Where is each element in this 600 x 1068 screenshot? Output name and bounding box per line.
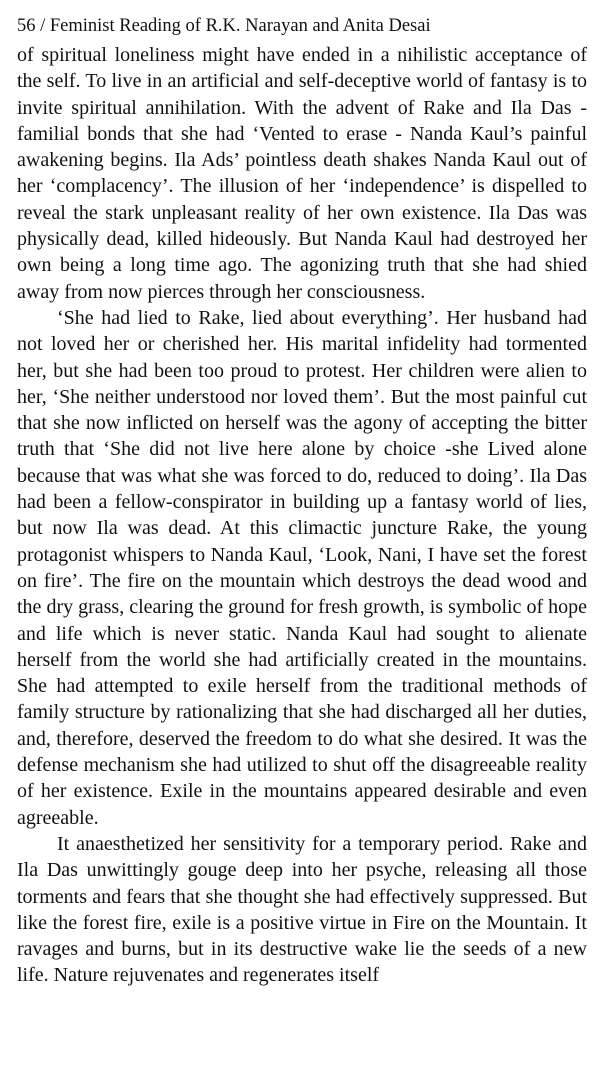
paragraph-2: ‘She had lied to Rake, lied about everything’. Her husband had not loved her or cherished her. His marital infidelity had tormented her, but she had been too proud to protest. Her children were alien to her, ‘She neither understood nor loved them’. But the most painful cut that she now inflicted on herself was the agony of accepting the bitter truth that ‘She did not live here alone by choice -she Lived alone because that was what she was forced to do, reduced to doing’. Ila Das had been a fellow-conspirator in building up a fantasy world of lies, but now Ila was dead. At this climactic juncture Rake, the young protagonist whispers to Nanda Kaul, ‘Look, Nani, I have set the forest on fire’. The fire on the mountain which destroys the dead wood and the dry grass, clearing the ground for fresh growth, is symbolic of hope and life which is never static. Nanda Kaul had sought to alienate herself from the world she had artificially created in the mountains. She had attempted to exile herself from the traditional methods of family structure by rationalizing that she had discharged all her duties, and, therefore, deserved the freedom to do what she desired. It was the defense mechanism she had utilized to shut off the disagreeable reality of her existence. Exile in the mountains appeared desirable and even agreeable. [17, 306, 587, 829]
paragraph-3: It anaesthetized her sensitivity for a temporary period. Rake and Ila Das unwittingly gouge deep into her psyche, releasing all those torments and fears that she thought she had effectively suppressed. But like the forest fire, exile is a positive virtue in Fire on the Mountain. It ravages and burns, but in its destructive wake lie the seeds of a new life. Nature rejuvenates and regenerates itself [17, 832, 587, 987]
book-page [17, 14, 587, 989]
running-head: 56 / Feminist Reading of R.K. Narayan and Anita Desai [17, 16, 431, 36]
paragraph-1: of spiritual loneliness might have ended in a nihilistic acceptance of the self. To live in an artificial and self-deceptive world of fantasy is to invite spiritual annihilation. With the advent of Rake and Ila Das - familial bonds that she had ‘Vented to erase - Nanda Kaul’s painful awakening begins. Ila Ads’ pointless death shakes Nanda Kaul out of her ‘complacency’. The illusion of her ‘independence’ is dispelled to reveal the stark unpleasant reality of her own existence. Ila Das was physically dead, killed hideously. But Nanda Kaul had destroyed her own being a long time ago. The agonizing truth that she had shied away from now pierces through her consciousness. [17, 44, 587, 303]
